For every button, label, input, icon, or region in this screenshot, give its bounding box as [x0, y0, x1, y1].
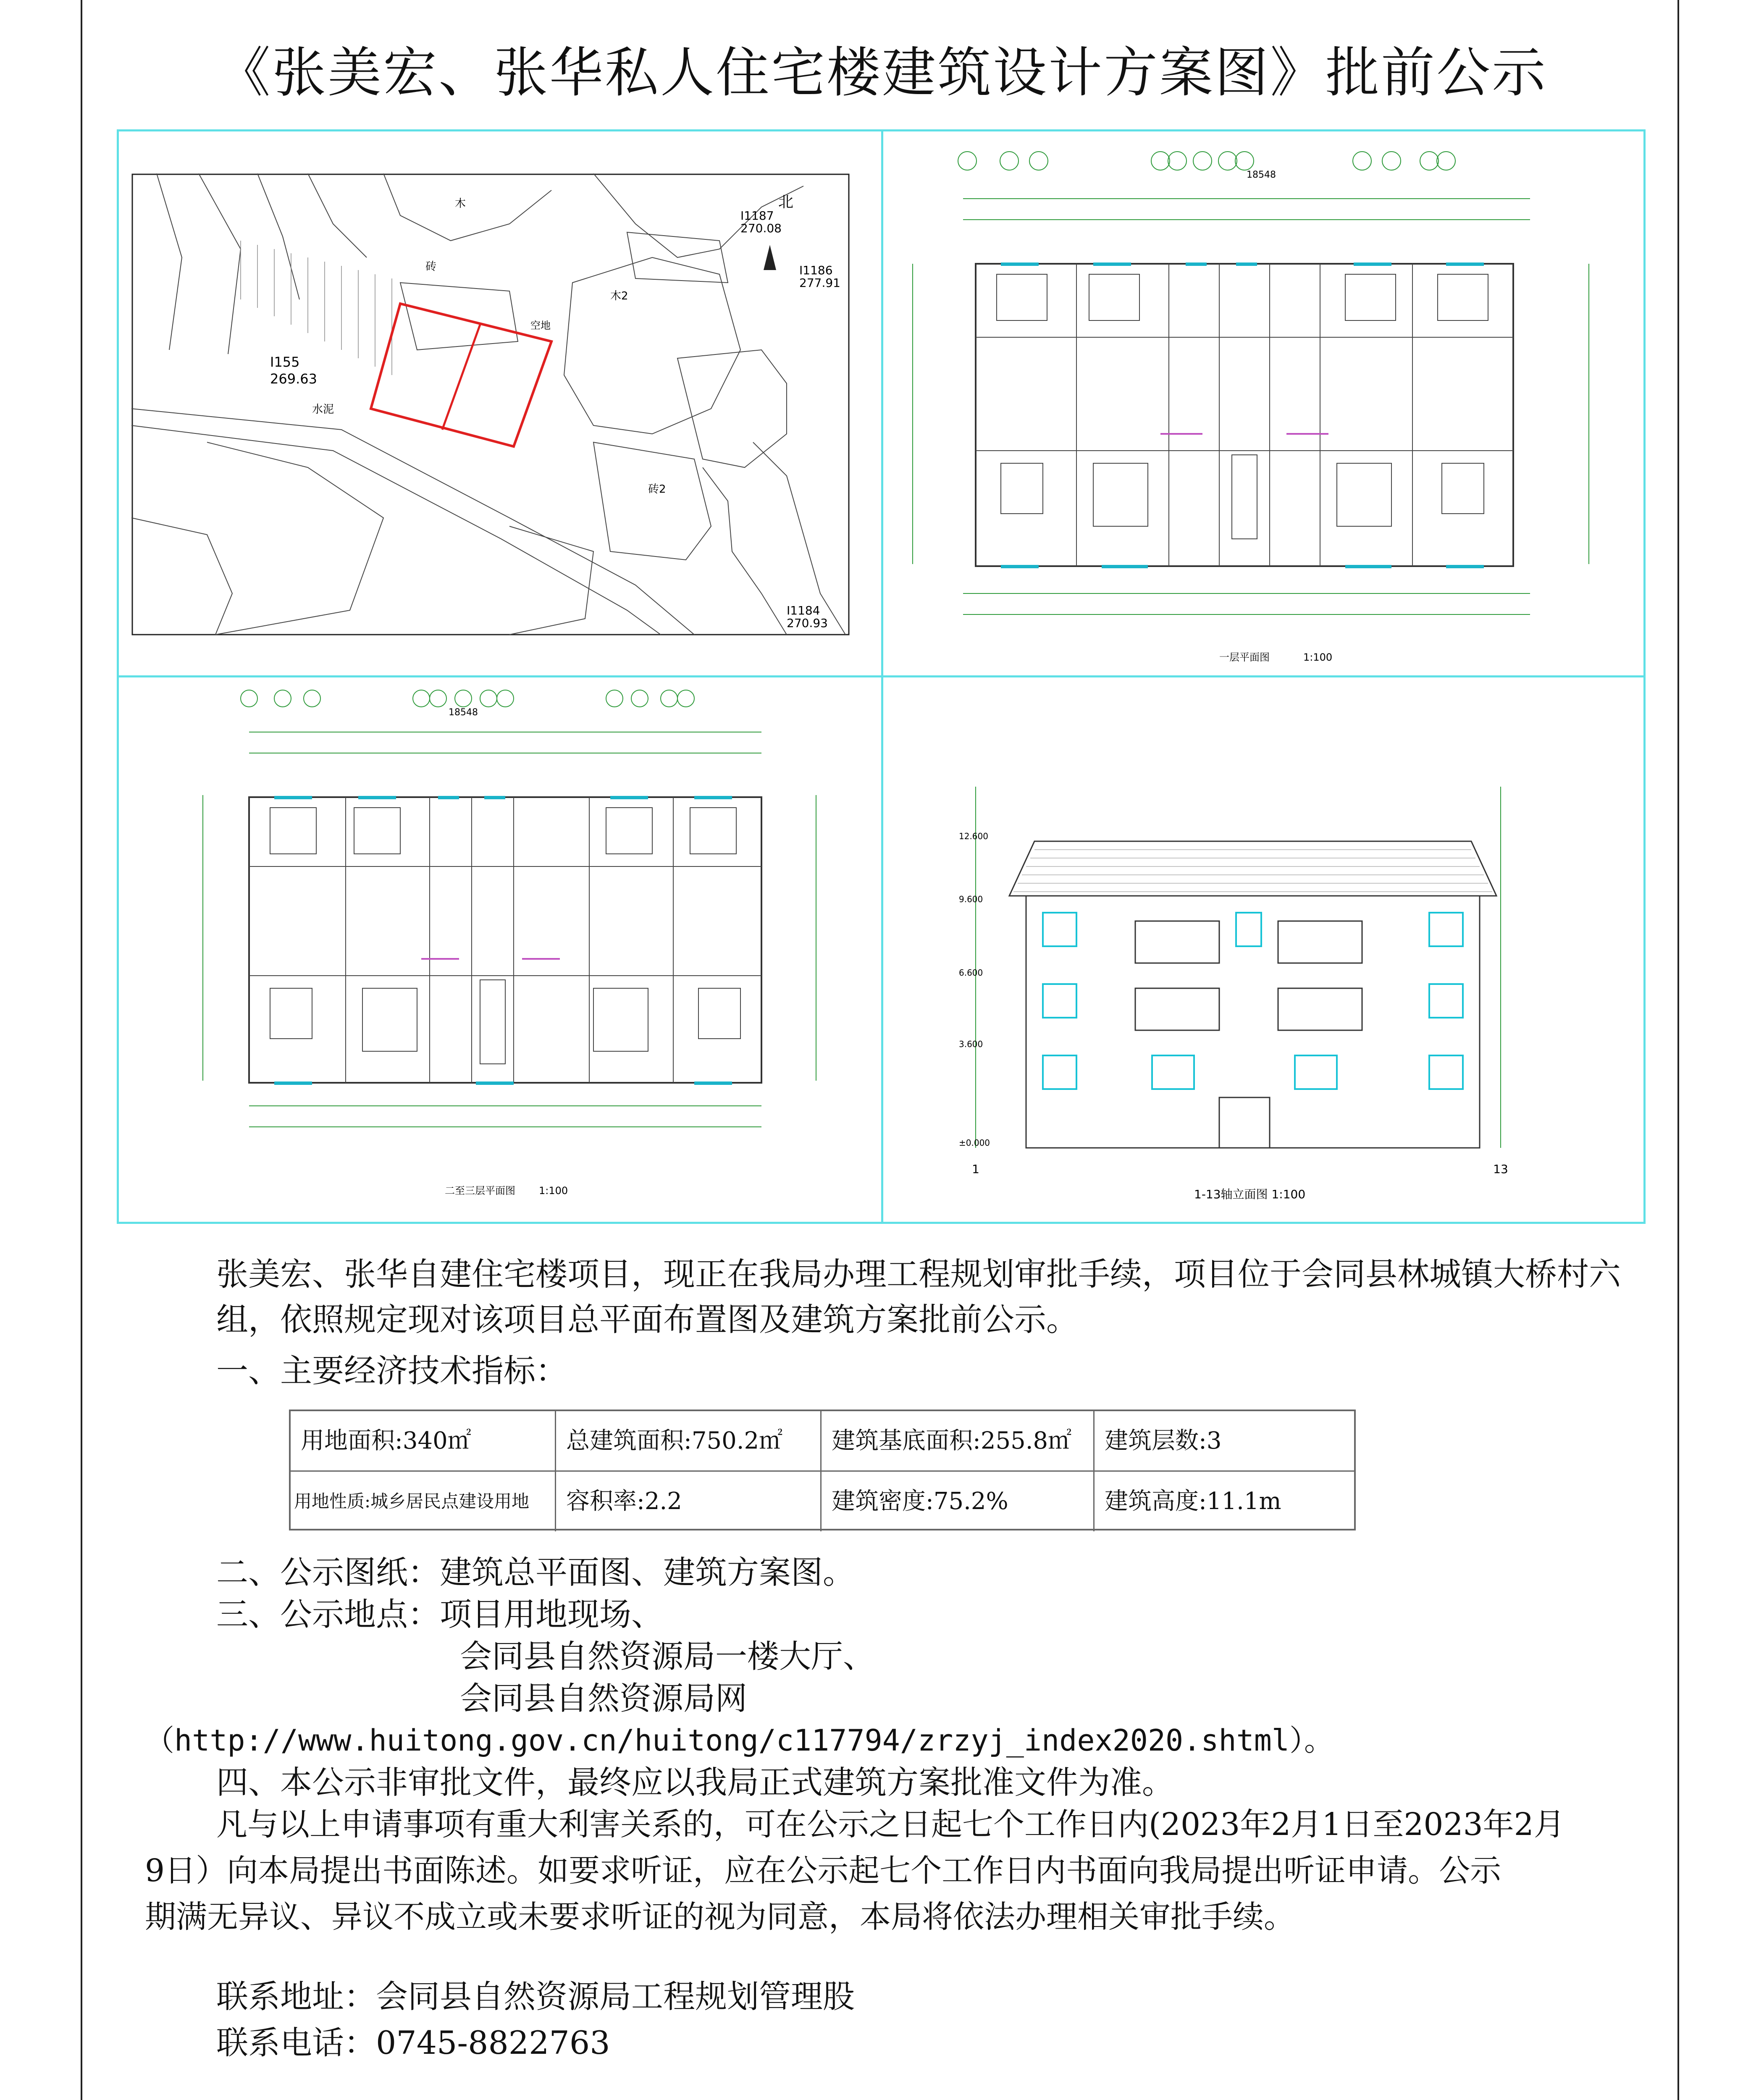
floor1-plan-drawing — [900, 144, 1631, 669]
section-1-heading: 一、主要经济技术指标： — [216, 1352, 567, 1389]
page-title: 《张美宏、张华私人住宅楼建筑设计方案图》批前公示 — [216, 42, 1547, 104]
table-cell: 建筑高度:11.1m — [1105, 1488, 1281, 1515]
elevation-level: 9.600 — [959, 894, 983, 904]
elevation-level: ±0.000 — [959, 1138, 990, 1148]
contact-phone: 联系电话：0745-8822763 — [216, 2024, 610, 2061]
site-point-label: I1184 — [787, 604, 820, 617]
elevation-caption: 1-13轴立面图 1:100 — [1194, 1187, 1306, 1201]
site-road-label: 水泥 — [312, 403, 334, 416]
table-row — [291, 1411, 1354, 1471]
elevation-level: 3.600 — [959, 1039, 983, 1049]
site-building-label: 砖 — [425, 260, 437, 273]
floor23-caption: 二至三层平面图 — [445, 1185, 515, 1197]
floor23-plan-panel — [186, 686, 841, 1219]
grid-divider-horizontal — [119, 675, 1643, 677]
intro-text: 张美宏、张华自建住宅楼项目，现正在我局办理工程规划审批手续，项目位于会同县林城镇大桥村六组，依照规定现对该项目总平面布置图及建筑方案批前公示。 — [216, 1255, 1621, 1338]
site-building-label: 木2 — [610, 290, 628, 302]
intro-paragraph — [216, 1252, 1636, 1342]
floor23-plan-drawing — [186, 686, 841, 1219]
site-elevation-label: 269.63 — [270, 371, 317, 387]
table-cell: 总建筑面积:750.2㎡ — [556, 1411, 822, 1471]
table-cell: 建筑密度:75.2% — [822, 1472, 1095, 1531]
site-building-label: 砖2 — [648, 483, 666, 496]
signature-org — [1218, 2096, 1596, 2100]
floor1-plan-panel — [900, 144, 1631, 669]
contact-address: 联系地址：会同县自然资源局工程规划管理股 — [216, 1978, 855, 2015]
site-elevation-label: 270.08 — [740, 221, 782, 235]
table-cell: 用地面积:340㎡ — [291, 1411, 556, 1471]
site-plan-panel — [131, 173, 850, 635]
floor1-overall-dimension: 18548 — [1247, 170, 1276, 180]
site-elevation-label: 270.93 — [787, 616, 828, 630]
elevation-level: 12.600 — [959, 831, 988, 841]
notice-line-1: 凡与以上申请事项有重大利害关系的，可在公示之日起七个工作日内(2023年2月1日至2023年2月 — [216, 1806, 1565, 1843]
section-3-line-2: 会同县自然资源局一楼大厅、 — [460, 1638, 875, 1675]
floor23-overall-dimension: 18548 — [449, 707, 478, 718]
elevation-panel — [959, 787, 1526, 1215]
site-building-label: 木 — [455, 197, 466, 210]
section-3-url: （http://www.huitong.gov.cn/huitong/c117794/zrzyj_index2020.shtml）。 — [145, 1723, 1334, 1758]
site-plan-drawing — [131, 173, 850, 635]
indicator-table — [289, 1410, 1356, 1530]
north-label: 北 — [778, 194, 794, 211]
notice-line-2: 9日）向本局提出书面陈述。如要求听证，应在公示起七个工作日内书面向我局提出听证申请。公示 — [145, 1853, 1502, 1889]
site-elevation-label: 277.91 — [799, 276, 840, 290]
elevation-axis-left: 1 — [972, 1162, 979, 1176]
elevation-level: 6.600 — [959, 968, 983, 978]
floor23-scale: 1:100 — [539, 1185, 568, 1197]
site-point-label: I1186 — [799, 263, 833, 277]
site-point-label: I155 — [270, 354, 300, 370]
floor1-caption: 一层平面图 — [1219, 651, 1270, 663]
table-cell: 容积率:2.2 — [556, 1472, 822, 1531]
elevation-axis-right: 13 — [1493, 1162, 1508, 1176]
elevation-drawing — [959, 787, 1526, 1215]
table-cell: 用地性质:城乡居民点建设用地 — [291, 1472, 556, 1531]
site-point-label: I1187 — [740, 209, 774, 223]
section-4: 四、本公示非审批文件，最终应以我局正式建筑方案批准文件为准。 — [216, 1764, 1174, 1801]
table-cell: 建筑基底面积:255.8㎡ — [822, 1411, 1095, 1471]
table-cell: 建筑层数:3 — [1105, 1427, 1222, 1454]
section-3-line-3: 会同县自然资源局网 — [460, 1680, 747, 1717]
floor1-scale: 1:100 — [1303, 651, 1333, 663]
drawing-grid — [117, 129, 1646, 1224]
site-area-label: 空地 — [530, 320, 551, 331]
notice-line-3: 期满无异议、异议不成立或未要求听证的视为同意，本局将依法办理相关审批手续。 — [145, 1899, 1295, 1935]
section-3: 三、公示地点：项目用地现场、 — [216, 1596, 663, 1633]
table-row — [291, 1472, 1354, 1531]
section-2: 二、公示图纸：建筑总平面图、建筑方案图。 — [216, 1554, 855, 1591]
